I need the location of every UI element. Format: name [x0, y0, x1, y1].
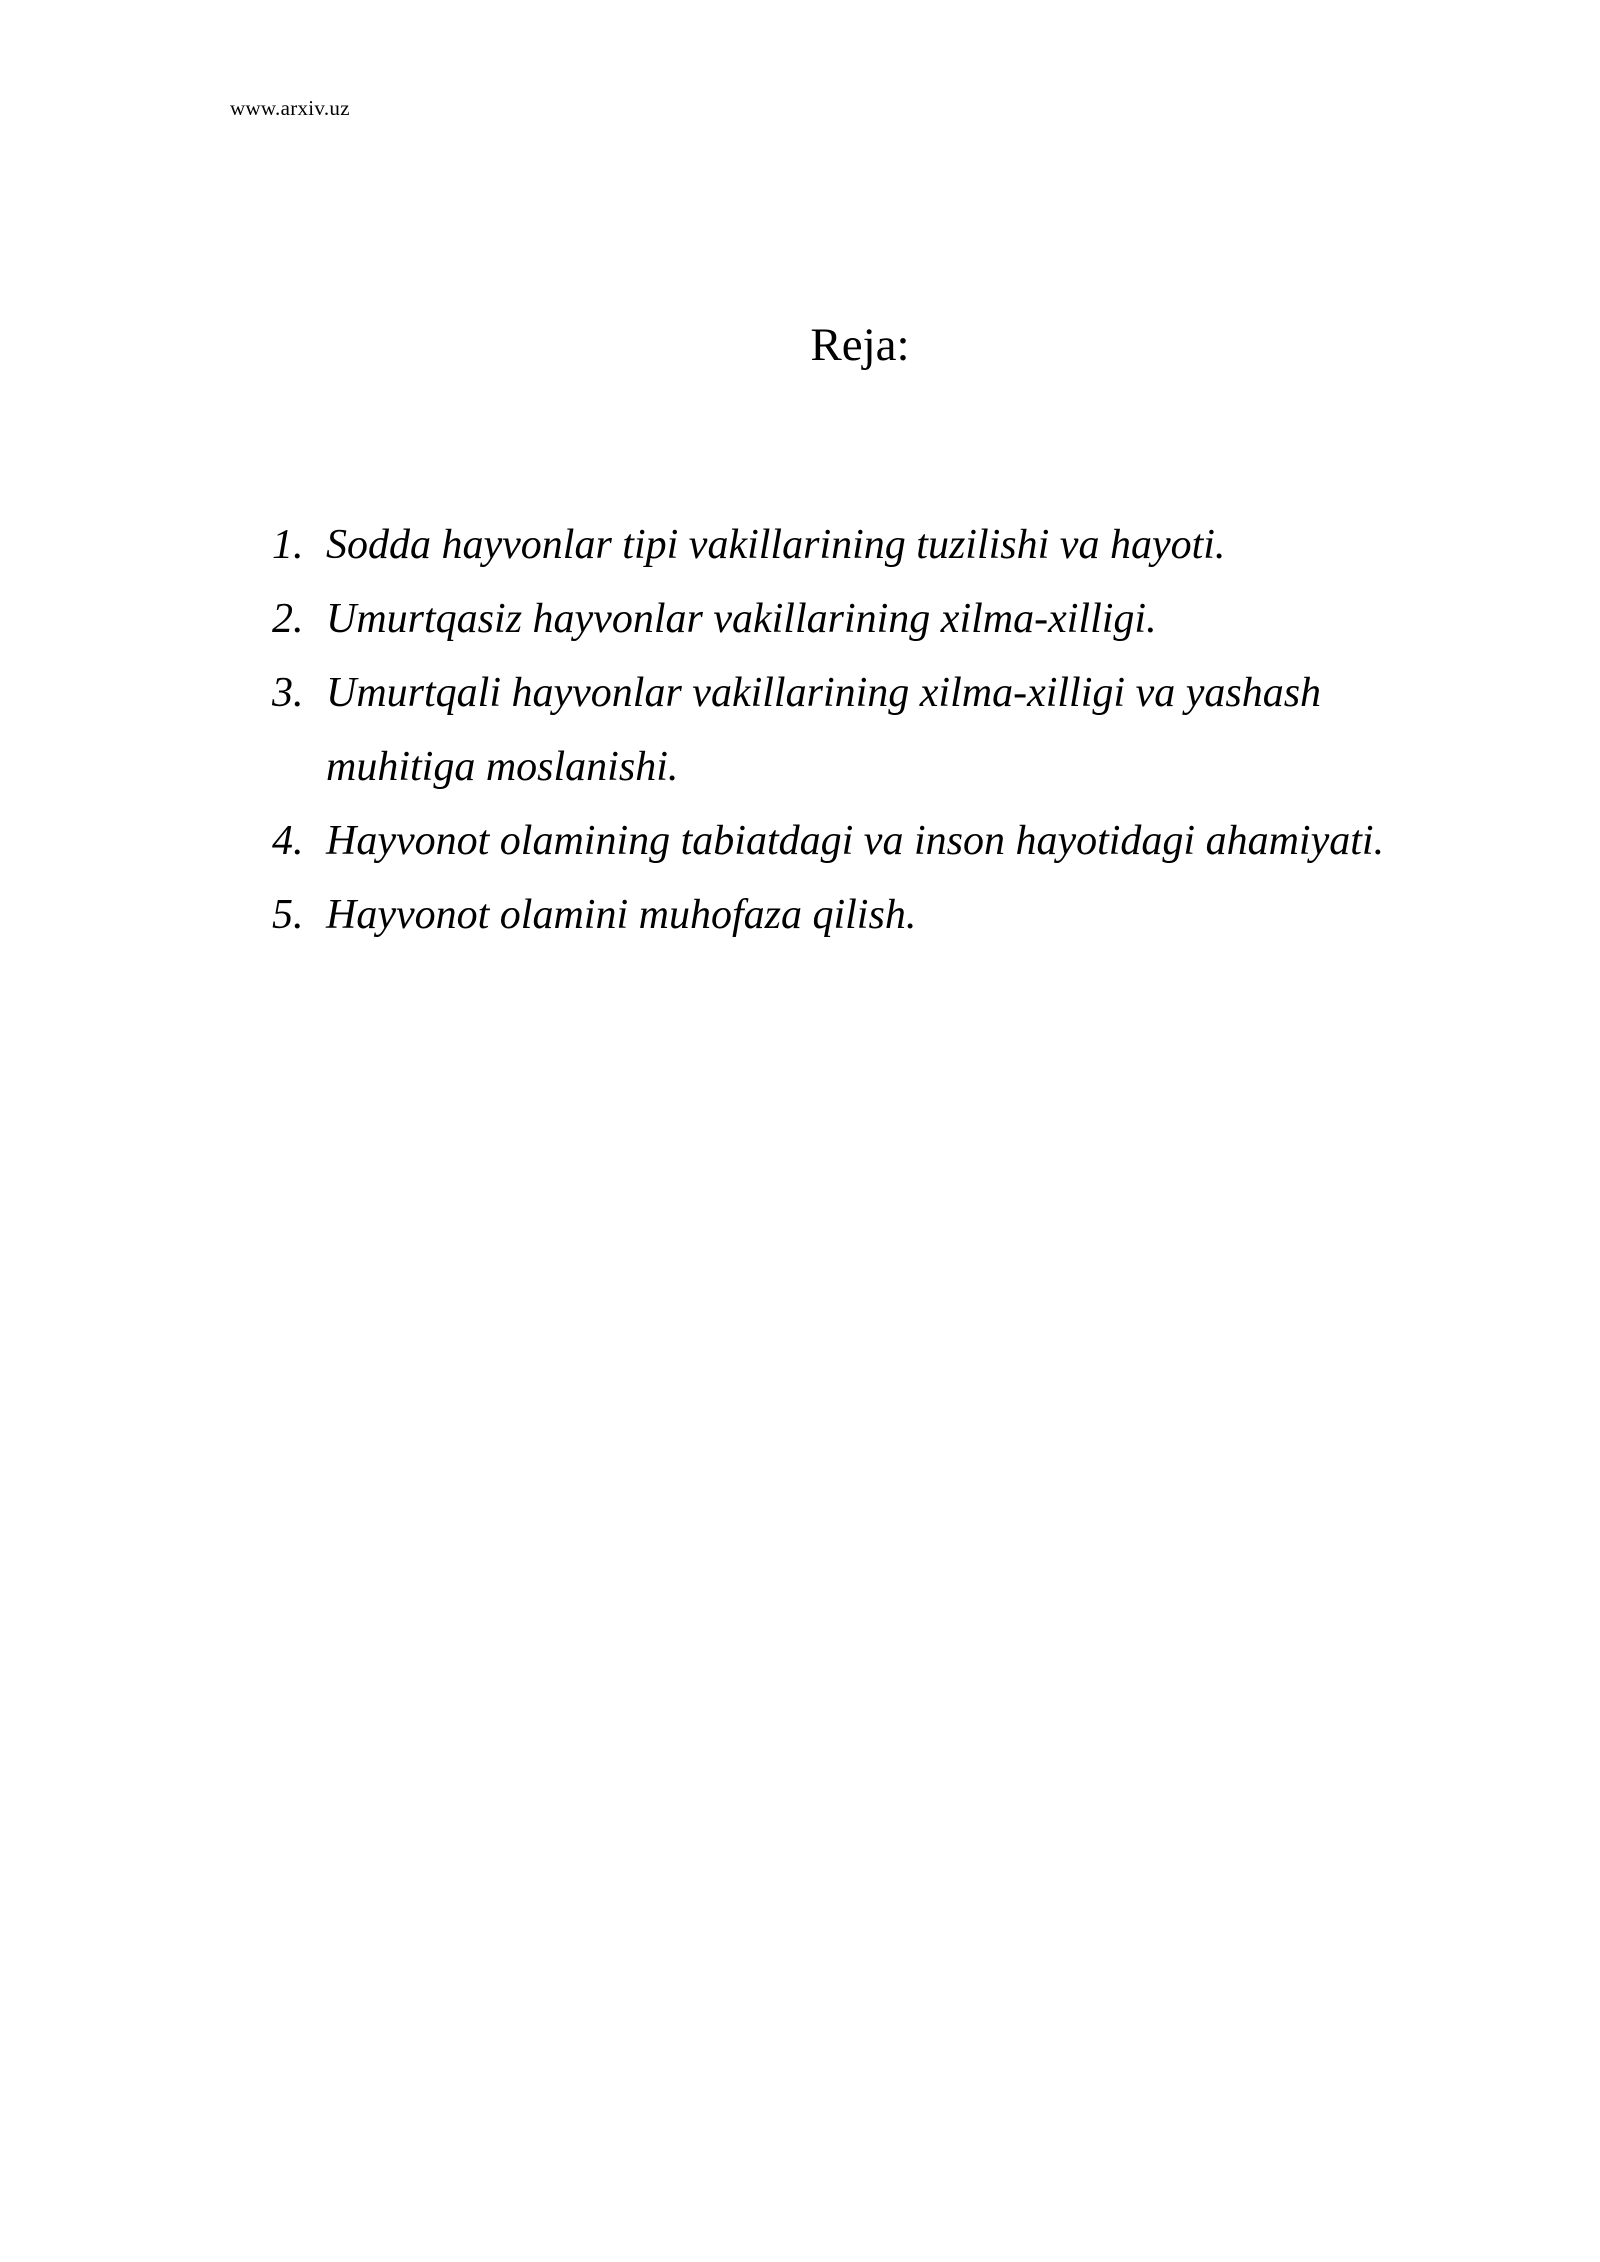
plan-item-number: 1.: [272, 522, 304, 568]
plan-item-1: [272, 508, 1432, 582]
plan-item-text: Hayvonot olamining tabiatdagi va inson hayotidagi ahamiyati.: [326, 818, 1385, 864]
plan-title: Reja:: [810, 319, 910, 371]
plan-item-number: 2.: [272, 596, 304, 642]
header-url: www.arxiv.uz: [230, 96, 350, 120]
plan-item-text: Umurtqali hayvonlar vakillarining xilma-xilligi va yashash muhitiga moslanishi.: [326, 670, 1322, 790]
plan-list: [272, 508, 1432, 952]
plan-item-text: Sodda hayvonlar tipi vakillarining tuzilishi va hayoti.: [326, 522, 1226, 568]
plan-item-4: [272, 804, 1432, 878]
plan-item-2: [272, 582, 1432, 656]
plan-item-number: 4.: [272, 818, 304, 864]
plan-item-text: Umurtqasiz hayvonlar vakillarining xilma-xilligi.: [326, 596, 1157, 642]
plan-item-text: Hayvonot olamini muhofaza qilish.: [326, 892, 917, 938]
plan-item-number: 5.: [272, 892, 304, 938]
plan-item-3: [272, 656, 1432, 804]
plan-item-5: [272, 878, 1432, 952]
plan-item-number: 3.: [272, 670, 304, 716]
